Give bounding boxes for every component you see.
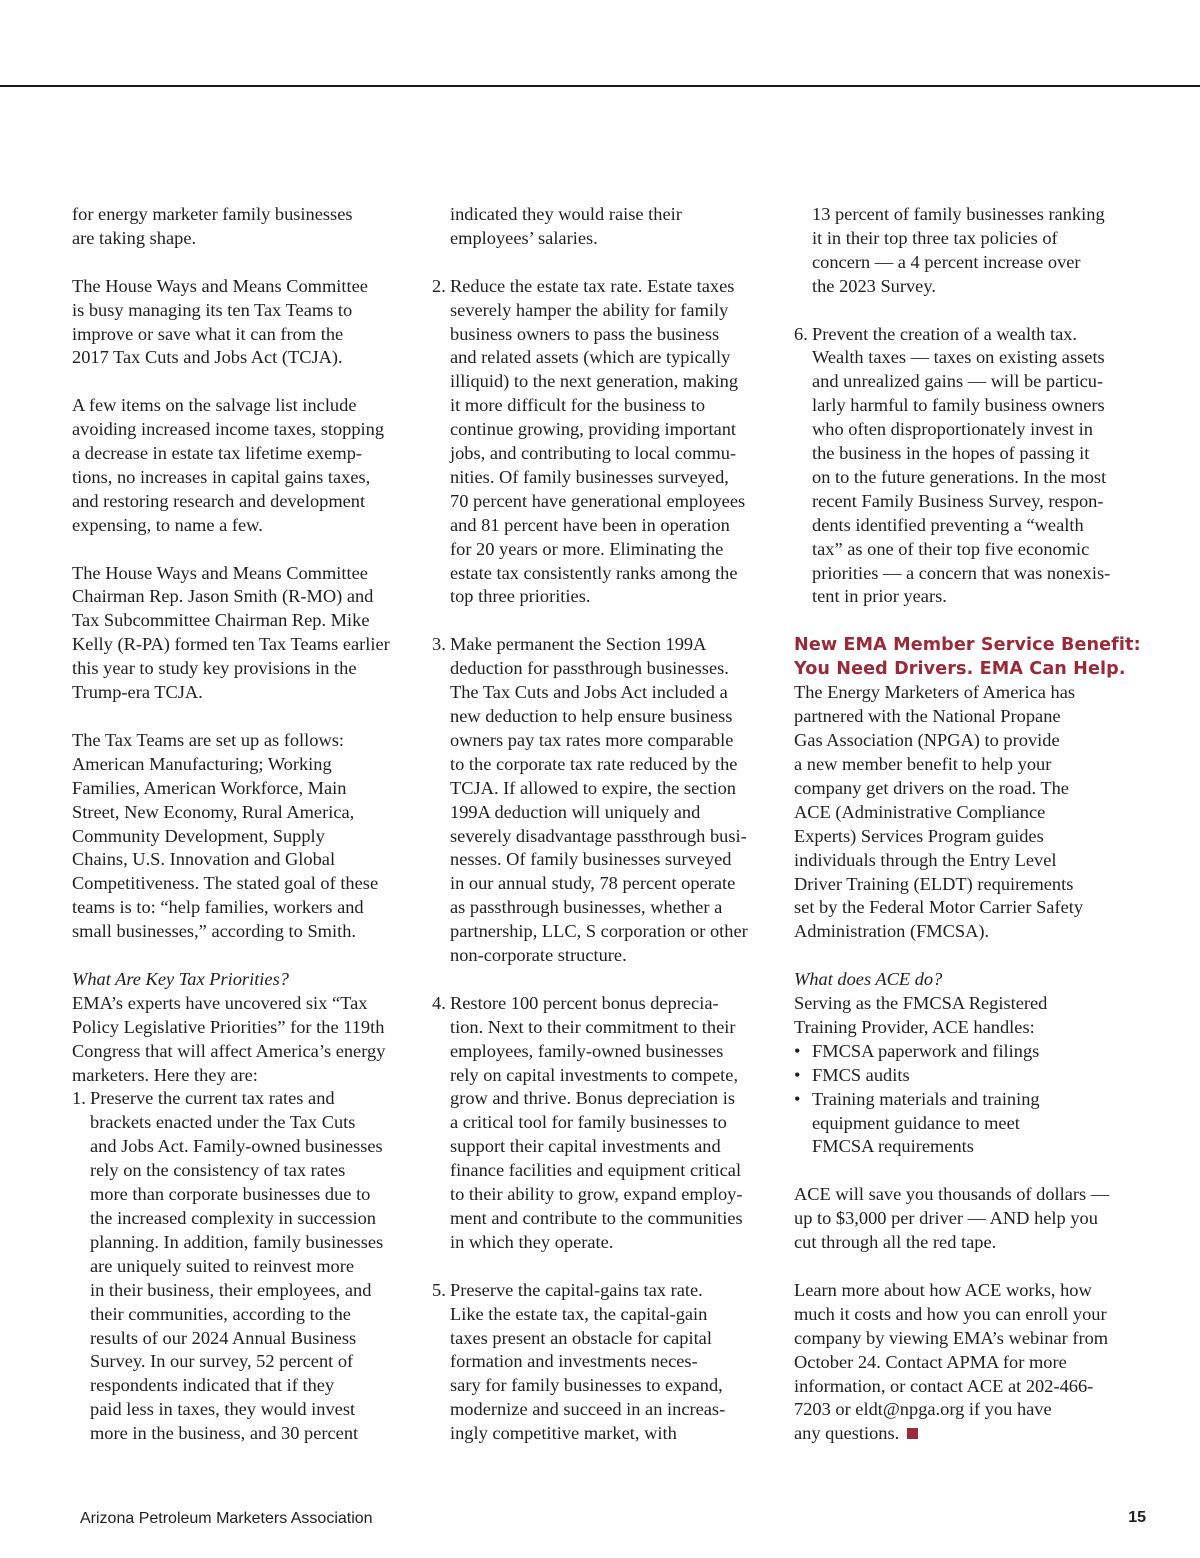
text-line: non-corporate structure. xyxy=(450,945,627,966)
text-line: October 24. Contact APMA for more xyxy=(794,1351,1067,1372)
text-line: much it costs and how you can enroll your xyxy=(794,1303,1107,1324)
text-line: Prevent the creation of a wealth tax. xyxy=(812,323,1078,344)
text-line: support their capital investments and xyxy=(450,1136,721,1157)
text-line: Training materials and training xyxy=(812,1088,1040,1109)
text-line: ingly competitive market, with xyxy=(450,1423,677,1444)
text-line: Learn more about how ACE works, how xyxy=(794,1279,1092,1300)
text-line: taxes present an obstacle for capital xyxy=(450,1327,712,1348)
text-line: and unrealized gains — will be particu- xyxy=(812,371,1104,392)
text-line: Street, New Economy, Rural America, xyxy=(72,801,355,822)
text-line: Like the estate tax, the capital-gain xyxy=(450,1303,708,1324)
text-line: expensing, to name a few. xyxy=(72,514,263,535)
text-line: tent in prior years. xyxy=(812,586,947,607)
text-line: a new member benefit to help your xyxy=(794,754,1052,774)
column-1 xyxy=(72,203,412,1446)
text-line: more than corporate businesses due to xyxy=(90,1184,371,1205)
text-line: EMA’s experts have uncovered six “Tax xyxy=(72,992,368,1013)
list-item-5-continued xyxy=(794,203,1139,299)
paragraph xyxy=(72,394,412,537)
text-line: the business in the hopes of passing it xyxy=(812,443,1090,464)
text-line: modernize and succeed in an increas- xyxy=(450,1399,726,1420)
text-line: top three priorities. xyxy=(450,586,591,607)
text-line: tion. Next to their commitment to their xyxy=(450,1016,736,1037)
text-line: planning. In addition, family businesses xyxy=(90,1231,384,1252)
text-line: sary for family businesses to expand, xyxy=(450,1375,723,1396)
list-number: 1. xyxy=(72,1088,86,1109)
text-line: tax” as one of their top five economic xyxy=(812,538,1090,559)
text-line: partnership, LLC, S corporation or other xyxy=(450,921,748,942)
text-line: as passthrough businesses, whether a xyxy=(450,897,723,918)
text-line: to the corporate tax rate reduced by the xyxy=(450,753,738,774)
text-line: priorities — a concern that was nonexis- xyxy=(812,562,1111,583)
list-number: 6. xyxy=(794,323,808,344)
text-line: American Manufacturing; Working xyxy=(72,753,332,774)
text-line: grow and thrive. Bonus depreciation is xyxy=(450,1088,735,1109)
text-line: Restore 100 percent bonus deprecia- xyxy=(450,992,719,1013)
text-line: Competitiveness. The stated goal of these xyxy=(72,873,379,894)
paragraph xyxy=(72,562,412,705)
text-line: Make permanent the Section 199A xyxy=(450,634,707,655)
text-line: Wealth taxes — taxes on existing assets xyxy=(812,347,1105,368)
text-line: FMCSA requirements xyxy=(812,1136,974,1157)
text-line: the 2023 Survey. xyxy=(812,275,936,296)
text-line: and Jobs Act. Family-owned businesses xyxy=(90,1136,383,1157)
bullet-item xyxy=(794,1064,1139,1088)
text-line: owners pay tax rates more comparable xyxy=(450,729,734,750)
list-number: 3. xyxy=(432,634,446,655)
text-line: ment and contribute to the communities xyxy=(450,1208,743,1229)
text-line: who often disproportionately invest in xyxy=(812,419,1093,440)
text-line: company by viewing EMA’s webinar from xyxy=(794,1327,1109,1348)
text-line: A few items on the salvage list include xyxy=(72,395,357,416)
text-line: severely hamper the ability for family xyxy=(450,299,729,320)
text-line: in their business, their employees, and xyxy=(90,1279,372,1300)
text-line: respondents indicated that if they xyxy=(90,1375,335,1396)
text-line: Chains, U.S. Innovation and Global xyxy=(72,849,336,870)
bullet-item xyxy=(794,1088,1139,1160)
text-line: TCJA. If allowed to expire, the section xyxy=(450,777,736,798)
text-line: The Tax Teams are set up as follows: xyxy=(72,729,345,750)
text-line: and related assets (which are typically xyxy=(450,347,731,368)
text-line: Reduce the estate tax rate. Estate taxes xyxy=(450,275,735,296)
text-line: 2017 Tax Cuts and Jobs Act (TCJA). xyxy=(72,347,343,368)
text-line: severely disadvantage passthrough busi- xyxy=(450,825,747,846)
column-2 xyxy=(432,203,777,1446)
text-line: rely on capital investments to compete, xyxy=(450,1064,739,1085)
text-line: 199A deduction will uniquely and xyxy=(450,801,701,822)
text-line: a critical tool for family businesses to xyxy=(450,1112,727,1133)
text-line: continue growing, providing important xyxy=(450,419,737,440)
text-line: a decrease in estate tax lifetime exemp- xyxy=(72,443,363,464)
text-line: Chairman Rep. Jason Smith (R-MO) and xyxy=(72,586,374,607)
footer-publication: Arizona Petroleum Marketers Association xyxy=(80,1510,373,1527)
text-line: finance facilities and equipment critical xyxy=(450,1160,742,1181)
text-line: partnered with the National Propane xyxy=(794,706,1061,727)
bullet-icon: • xyxy=(794,1088,801,1109)
text-line: is busy managing its ten Tax Teams to xyxy=(72,299,353,320)
text-line: larly harmful to family business owners xyxy=(812,395,1105,416)
list-item-1-continued xyxy=(432,203,777,251)
text-line: are uniquely suited to reinvest more xyxy=(90,1255,355,1276)
section-heading-line-1: New EMA Member Service Benefit: xyxy=(794,635,1141,656)
text-line: in our annual study, 78 percent operate xyxy=(450,873,736,894)
subheading-key-tax-priorities: What Are Key Tax Priorities? xyxy=(72,968,289,989)
text-line: illiquid) to the next generation, making xyxy=(450,371,739,392)
text-line: tions, no increases in capital gains taxes, xyxy=(72,466,371,487)
text-line: paid less in taxes, they would invest xyxy=(90,1399,356,1420)
text-line: cut through all the red tape. xyxy=(794,1232,997,1253)
text-line: more in the business, and 30 percent xyxy=(90,1423,359,1444)
text-line: employees’ salaries. xyxy=(450,227,598,248)
text-line: The House Ways and Means Committee xyxy=(72,275,368,296)
bullet-item xyxy=(794,1040,1139,1064)
text-line: in which they operate. xyxy=(450,1231,614,1252)
list-item-1 xyxy=(72,1087,412,1446)
paragraph xyxy=(794,1183,1139,1255)
text-line: to their ability to grow, expand employ- xyxy=(450,1184,743,1205)
text-line: this year to study key provisions in the xyxy=(72,658,357,679)
text-line: nesses. Of family businesses surveyed xyxy=(450,849,732,870)
list-item-3 xyxy=(432,633,777,968)
list-item-2 xyxy=(432,275,777,610)
end-mark-icon xyxy=(907,1428,918,1439)
text-line: deduction for passthrough businesses. xyxy=(450,658,729,679)
paragraph xyxy=(794,992,1139,1040)
text-line: Administration (FMCSA). xyxy=(794,921,990,942)
text-line: Training Provider, ACE handles: xyxy=(794,1016,1035,1037)
text-line: Serving as the FMCSA Registered xyxy=(794,993,1048,1014)
text-line: rely on the consistency of tax rates xyxy=(90,1160,346,1181)
text-line: Experts) Services Program guides xyxy=(794,825,1044,846)
text-line xyxy=(794,1422,1139,1446)
section-heading-line-2: You Need Drivers. EMA Can Help. xyxy=(794,659,1126,680)
subheading-what-does-ace-do: What does ACE do? xyxy=(794,969,943,990)
text-line: it more difficult for the business to xyxy=(450,395,706,416)
text-line: Trump-era TCJA. xyxy=(72,682,203,703)
text-line: recent Family Business Survey, respon- xyxy=(812,490,1104,511)
page-number: 15 xyxy=(1128,1509,1146,1526)
list-item-4 xyxy=(432,992,777,1255)
text-line: Policy Legislative Priorities” for the 119th xyxy=(72,1016,385,1037)
text-line: Gas Association (NPGA) to provide xyxy=(794,730,1060,751)
paragraph xyxy=(72,275,412,371)
column-3 xyxy=(794,203,1139,1446)
list-item-5 xyxy=(432,1279,777,1446)
text-line: and 81 percent have been in operation xyxy=(450,514,730,535)
text-line: avoiding increased income taxes, stopping xyxy=(72,419,385,440)
text-line: on to the future generations. In the most xyxy=(812,466,1107,487)
text-line: teams is to: “help families, workers and xyxy=(72,897,364,918)
text-line: Preserve the current tax rates and xyxy=(90,1088,335,1109)
text-line: Driver Training (ELDT) requirements xyxy=(794,873,1074,894)
text-line: jobs, and contributing to local commu- xyxy=(450,443,737,464)
list-number: 4. xyxy=(432,992,446,1013)
text-line: indicated they would raise their xyxy=(450,204,682,224)
paragraph xyxy=(72,992,412,1088)
text-line: their communities, according to the xyxy=(90,1303,351,1324)
text-line: marketers. Here they are: xyxy=(72,1064,258,1085)
paragraph xyxy=(72,203,412,251)
header-rule xyxy=(0,85,1200,87)
text-line: ACE will save you thousands of dollars — xyxy=(794,1184,1110,1205)
text-line: estate tax consistently ranks among the xyxy=(450,562,738,583)
bullet-icon: • xyxy=(794,1040,801,1061)
text-line: FMCS audits xyxy=(812,1064,910,1085)
paragraph xyxy=(794,1279,1139,1446)
text-line: concern — a 4 percent increase over xyxy=(812,251,1081,272)
text-line: Congress that will affect America’s energy xyxy=(72,1040,386,1061)
text-line: are taking shape. xyxy=(72,227,197,248)
text-line: up to $3,000 per driver — AND help you xyxy=(794,1208,1098,1229)
text-line: equipment guidance to meet xyxy=(812,1112,1020,1133)
text-line: The Energy Marketers of America has xyxy=(794,682,1076,703)
list-number: 5. xyxy=(432,1279,446,1300)
text-line: business owners to pass the business xyxy=(450,323,720,344)
paragraph xyxy=(794,681,1139,944)
text-line: formation and investments neces- xyxy=(450,1351,698,1372)
text-line: company get drivers on the road. The xyxy=(794,777,1069,798)
text-line: nities. Of family businesses surveyed, xyxy=(450,466,729,487)
text-line: Kelly (R-PA) formed ten Tax Teams earlier xyxy=(72,634,390,655)
text-line: Tax Subcommittee Chairman Rep. Mike xyxy=(72,610,370,631)
text-line: set by the Federal Motor Carrier Safety xyxy=(794,897,1084,918)
text-line: improve or save what it can from the xyxy=(72,323,344,344)
text-line: individuals through the Entry Level xyxy=(794,849,1057,870)
text-line: for energy marketer family businesses xyxy=(72,204,353,224)
text-line: small businesses,” according to Smith. xyxy=(72,921,356,942)
text-line: Preserve the capital-gains tax rate. xyxy=(450,1279,703,1300)
text-line: dents identified preventing a “wealth xyxy=(812,514,1084,535)
text-line: brackets enacted under the Tax Cuts xyxy=(90,1112,356,1133)
list-number: 2. xyxy=(432,275,446,296)
text-line: results of our 2024 Annual Business xyxy=(90,1327,357,1348)
text-line: The House Ways and Means Committee xyxy=(72,562,368,583)
text-line: Families, American Workforce, Main xyxy=(72,777,347,798)
text-line: it in their top three tax policies of xyxy=(812,227,1058,248)
text-line: FMCSA paperwork and filings xyxy=(812,1040,1040,1061)
text-line: ACE (Administrative Compliance xyxy=(794,801,1046,822)
text-line: information, or contact ACE at 202-466- xyxy=(794,1375,1094,1396)
text-line: new deduction to help ensure business xyxy=(450,706,733,726)
text-line: Survey. In our survey, 52 percent of xyxy=(90,1351,354,1372)
text-line: 7203 or eldt@npga.org if you have xyxy=(794,1399,1052,1420)
paragraph xyxy=(72,729,412,944)
text-line: Community Development, Supply xyxy=(72,825,325,846)
text-line: employees, family-owned businesses xyxy=(450,1040,724,1061)
list-item-6 xyxy=(794,323,1139,610)
text-line: for 20 years or more. Eliminating the xyxy=(450,538,724,559)
bullet-icon: • xyxy=(794,1064,801,1085)
text-line: and restoring research and development xyxy=(72,490,366,511)
text-line: 70 percent have generational employees xyxy=(450,490,746,511)
text-line: The Tax Cuts and Jobs Act included a xyxy=(450,682,728,703)
text-line-end: any questions. xyxy=(794,1423,900,1444)
text-line: the increased complexity in succession xyxy=(90,1207,376,1228)
text-line: 13 percent of family businesses ranking xyxy=(812,204,1105,224)
